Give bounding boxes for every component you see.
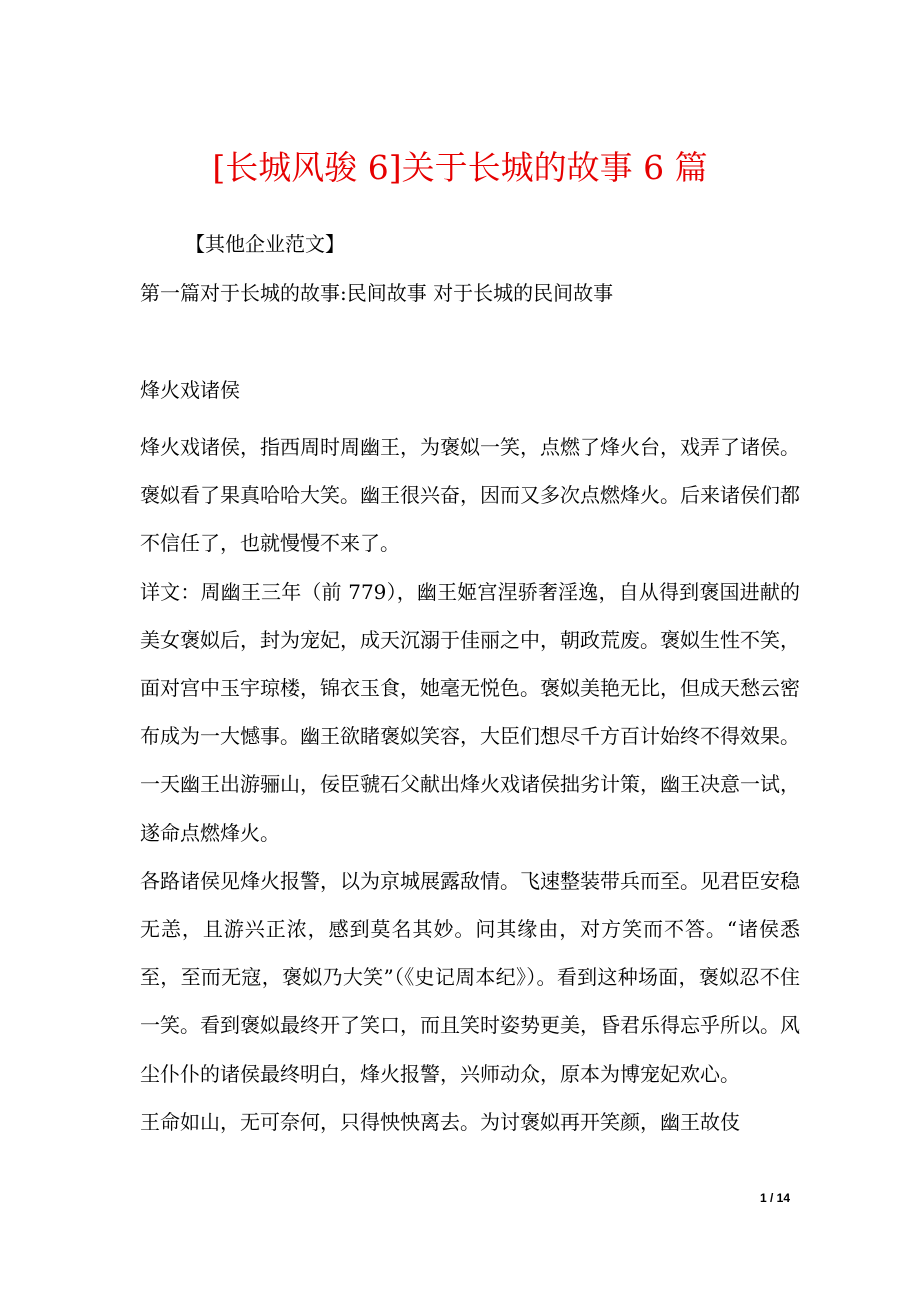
story-title: 烽火戏诸侯	[140, 378, 240, 402]
paragraph: 烽火戏诸侯，指西周时周幽王，为褒姒一笑，点燃了烽火台，戏弄了诸侯。褒姒看了果真哈哈大笑。幽王很兴奋，因而又多次点燃烽火。后来诸侯们都不信任了，也就慢慢不来了。	[140, 435, 800, 556]
category-label: 【其他企业范文】	[185, 232, 345, 256]
paragraph: 王命如山，无可奈何，只得怏怏离去。为讨褒姒再开笑颜，幽王故伎	[140, 1109, 740, 1134]
document-title: [长城风骏 6]关于长城的故事 6 篇	[212, 148, 708, 187]
page-number: 1 / 14	[759, 1191, 790, 1205]
story-body	[140, 423, 800, 1146]
paragraph: 各路诸侯见烽火报警，以为京城展露敌情。飞速整装带兵而至。见君臣安稳无恙，且游兴正浓，感到莫名其妙。问其缘由，对方笑而不答。“诸侯悉至，至而无寇，褒姒乃大笑”（《史记周本纪》）。看到这种场面，褒姒忍不住一笑。看到褒姒最终开了笑口，而且笑时姿势更美，昏君乐得忘乎所以。风尘仆仆的诸侯最终明白，烽火报警，兴师动众，原本为博宠妃欢心。	[140, 868, 800, 1086]
section-heading: 第一篇对于长城的故事:民间故事 对于长城的民间故事	[140, 281, 614, 305]
paragraph: 详文：周幽王三年（前 779），幽王姬宫涅骄奢淫逸，自从得到褒国进献的美女褒姒后，封为宠妃，成天沉溺于佳丽之中，朝政荒废。褒姒生性不笑，面对宫中玉宇琼楼，锦衣玉食，她毫无悦色。褒姒美艳无比，但成天愁云密布成为一大憾事。幽王欲睹褒姒笑容，大臣们想尽千方百计始终不得效果。一天幽王出游骊山，佞臣虢石父献出烽火戏诸侯拙劣计策，幽王决意一试，遂命点燃烽火。	[140, 579, 800, 845]
